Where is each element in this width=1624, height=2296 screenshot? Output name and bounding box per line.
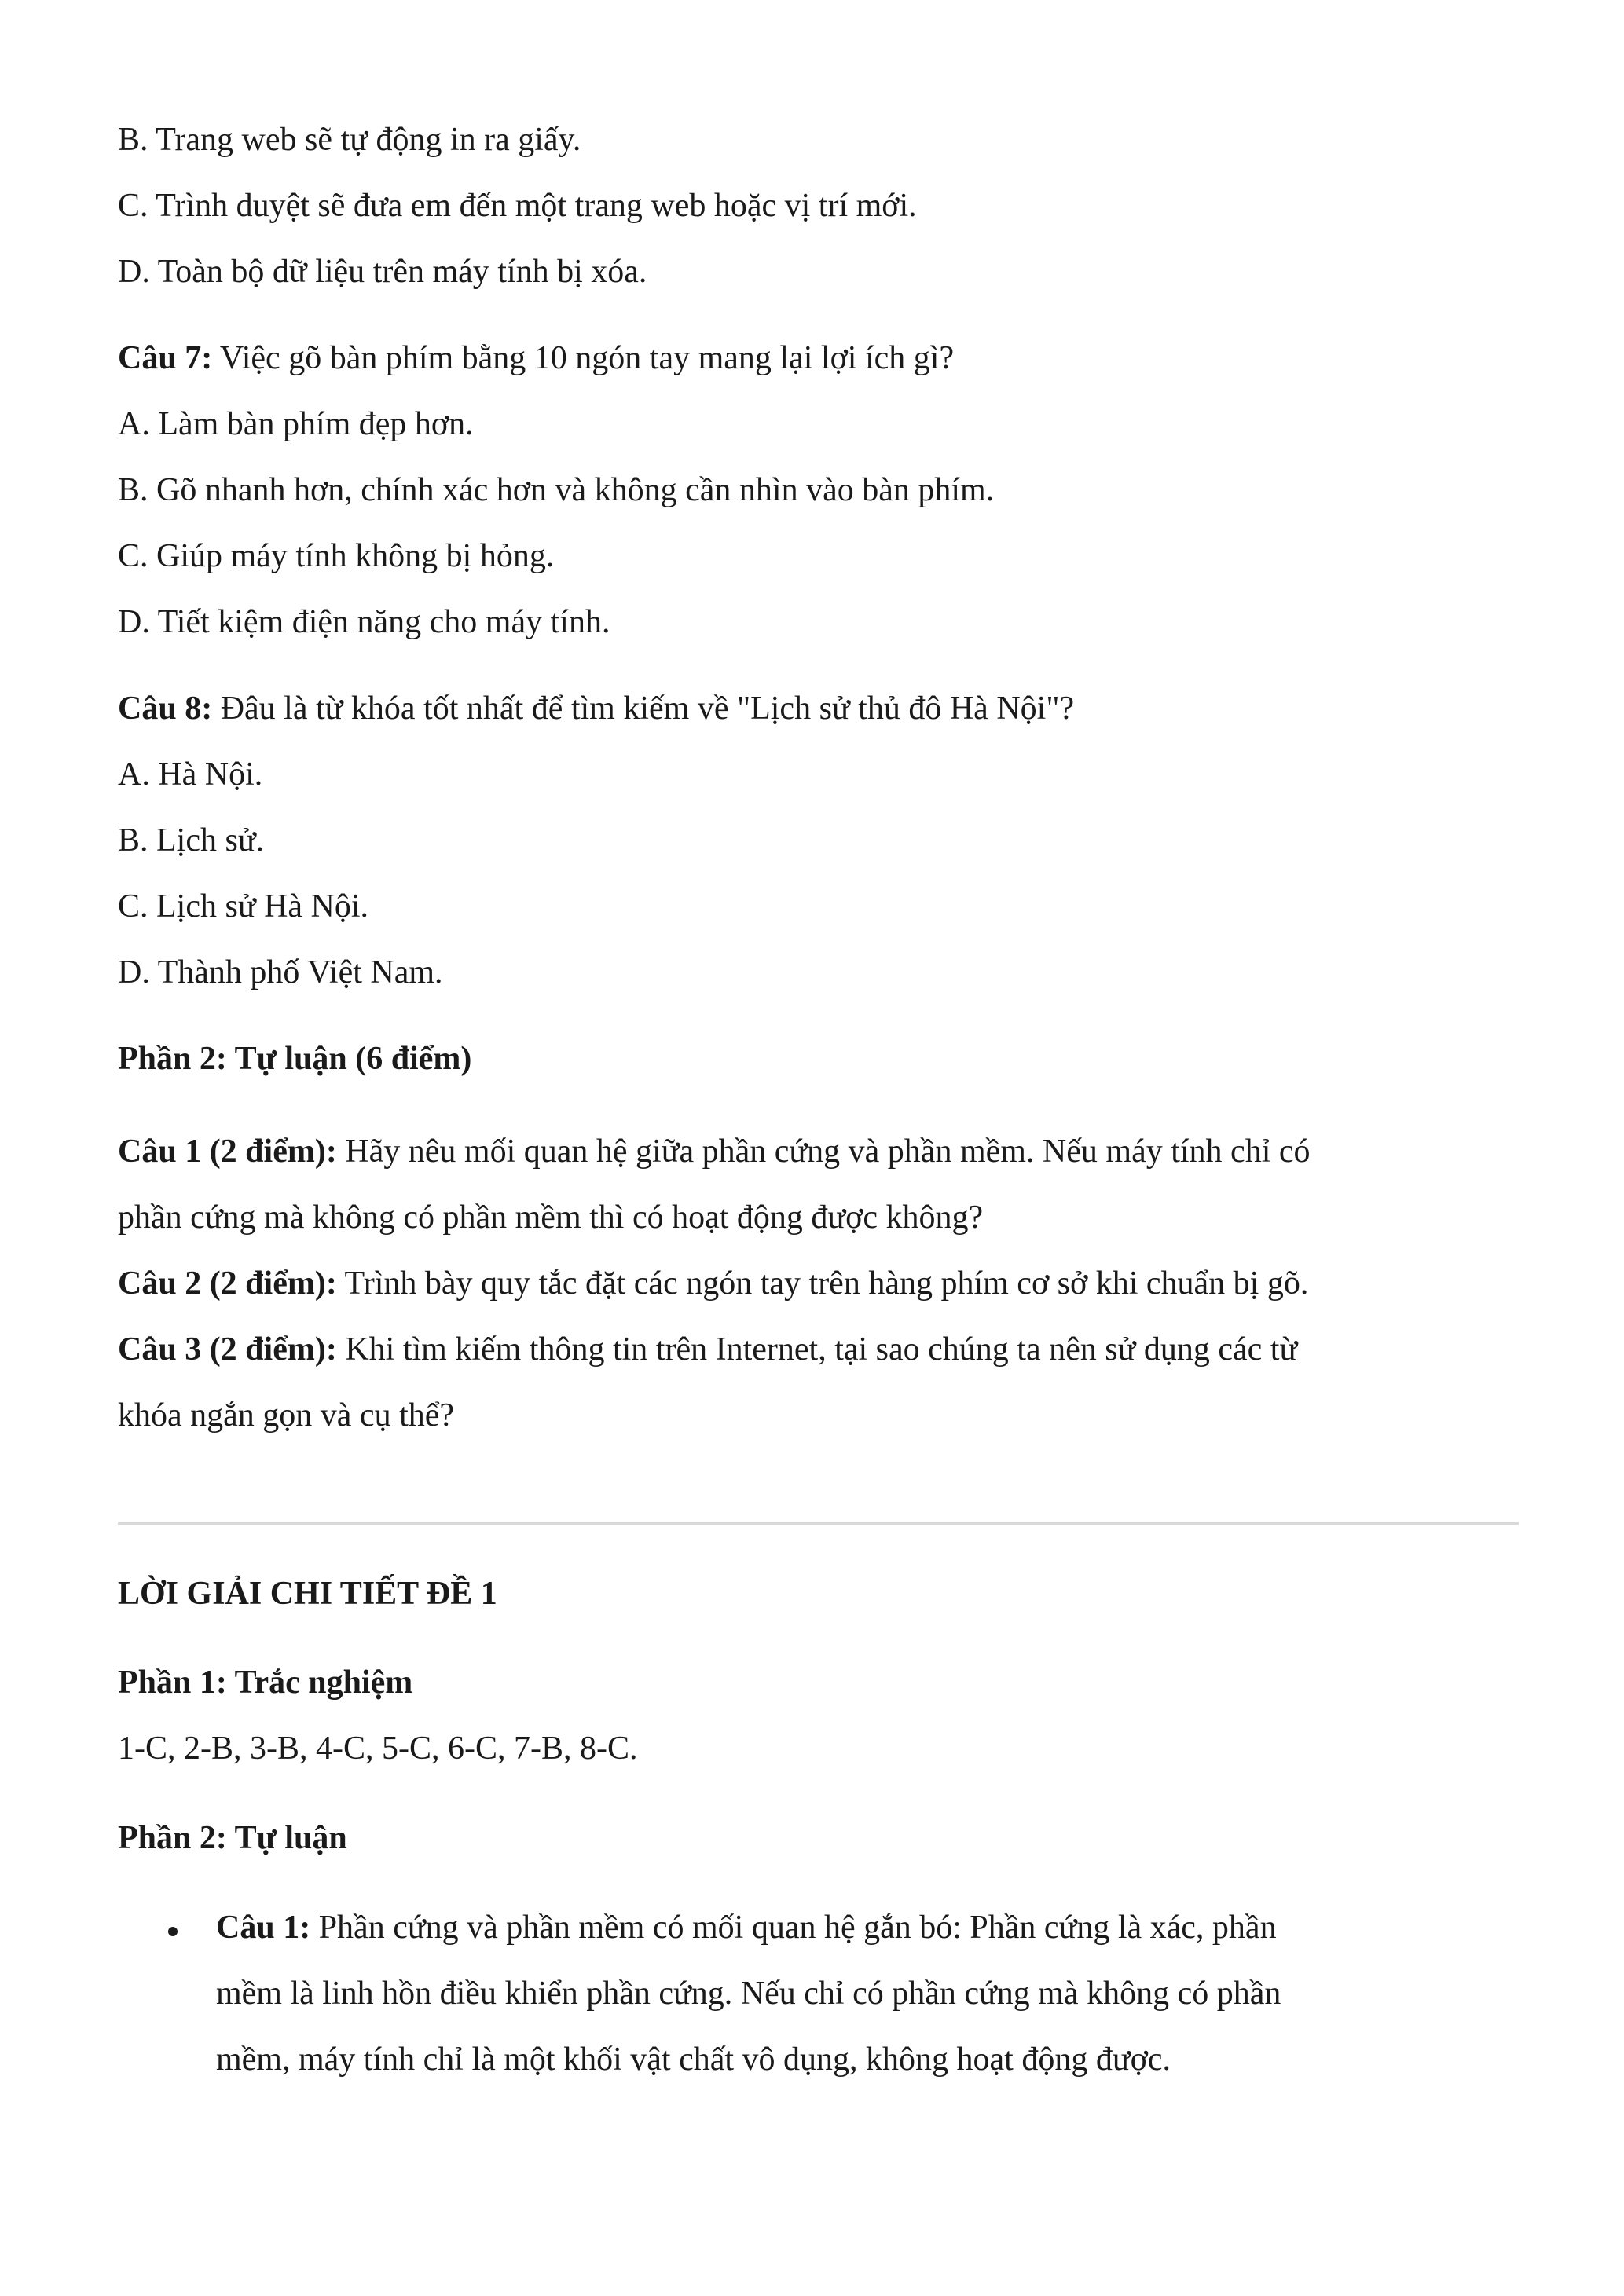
solution-a1-label: Câu 1: bbox=[216, 1910, 311, 1946]
q6-option-b: B. Trang web sẽ tự động in ra giấy. bbox=[118, 122, 581, 158]
essay-q1-line1: Câu 1 (2 điểm): Hãy nêu mối quan hệ giữa phần cứng và phần mềm. Nếu máy tính chỉ có bbox=[118, 1133, 1311, 1170]
q7-option-c: C. Giúp máy tính không bị hỏng. bbox=[118, 538, 555, 574]
q8-question bbox=[118, 689, 1074, 728]
q7-label: Câu 7: bbox=[118, 340, 213, 376]
solution-part1-answers: 1-C, 2-B, 3-B, 4-C, 5-C, 6-C, 7-B, 8-C. bbox=[118, 1730, 638, 1767]
essay-q2: Câu 2 (2 điểm): Trình bày quy tắc đặt các ngón tay trên hàng phím cơ sở khi chuẩn bị gõ. bbox=[118, 1265, 1309, 1302]
q6-option-d: D. Toàn bộ dữ liệu trên máy tính bị xóa. bbox=[118, 254, 647, 290]
part2-heading: Phần 2: Tự luận (6 điểm) bbox=[118, 1041, 472, 1077]
solution-a1-line2: mềm là linh hồn điều khiển phần cứng. Nếu chỉ có phần cứng mà không có phần bbox=[216, 1976, 1281, 2012]
q8-option-d: D. Thành phố Việt Nam. bbox=[118, 954, 443, 991]
solution-part1-heading: Phần 1: Trắc nghiệm bbox=[118, 1664, 413, 1701]
essay-q1-line2: phần cứng mà không có phần mềm thì có hoạt động được không? bbox=[118, 1199, 984, 1236]
q7-option-d: D. Tiết kiệm điện năng cho máy tính. bbox=[118, 604, 610, 640]
solution-a1-line1: Câu 1: Phần cứng và phần mềm có mối quan hệ gắn bó: Phần cứng là xác, phần bbox=[216, 1910, 1277, 1946]
essay-q1-label: Câu 1 (2 điểm): bbox=[118, 1133, 337, 1170]
q8-option-c: C. Lịch sử Hà Nội. bbox=[118, 888, 369, 925]
q6-option-c: C. Trình duyệt sẽ đưa em đến một trang web hoặc vị trí mới. bbox=[118, 188, 917, 224]
q8-text: Đâu là từ khóa tốt nhất để tìm kiếm về "Lịch sử thủ đô Hà Nội"? bbox=[212, 690, 1075, 727]
section-divider bbox=[118, 1522, 1519, 1525]
q8-label: Câu 8: bbox=[118, 690, 213, 727]
q7-question bbox=[118, 339, 954, 378]
solution-a1-line3: mềm, máy tính chỉ là một khối vật chất vô dụng, không hoạt động được. bbox=[216, 2041, 1171, 2078]
essay-q3-label: Câu 3 (2 điểm): bbox=[118, 1331, 337, 1368]
essay-q3-line1: Câu 3 (2 điểm): Khi tìm kiếm thông tin trên Internet, tại sao chúng ta nên sử dụng các từ bbox=[118, 1331, 1298, 1368]
bullet-icon bbox=[168, 1927, 178, 1936]
q8-option-b: B. Lịch sử. bbox=[118, 822, 265, 859]
essay-q2-label: Câu 2 (2 điểm): bbox=[118, 1265, 337, 1302]
q7-option-a: A. Làm bàn phím đẹp hơn. bbox=[118, 406, 474, 442]
solution-title: LỜI GIẢI CHI TIẾT ĐỀ 1 bbox=[118, 1576, 497, 1612]
q7-option-b: B. Gõ nhanh hơn, chính xác hơn và không cần nhìn vào bàn phím. bbox=[118, 472, 995, 508]
essay-q3-line2: khóa ngắn gọn và cụ thể? bbox=[118, 1397, 455, 1434]
q8-option-a: A. Hà Nội. bbox=[118, 756, 263, 793]
solution-part2-heading: Phần 2: Tự luận bbox=[118, 1820, 347, 1856]
q7-text: Việc gõ bàn phím bằng 10 ngón tay mang lại lợi ích gì? bbox=[212, 340, 955, 376]
